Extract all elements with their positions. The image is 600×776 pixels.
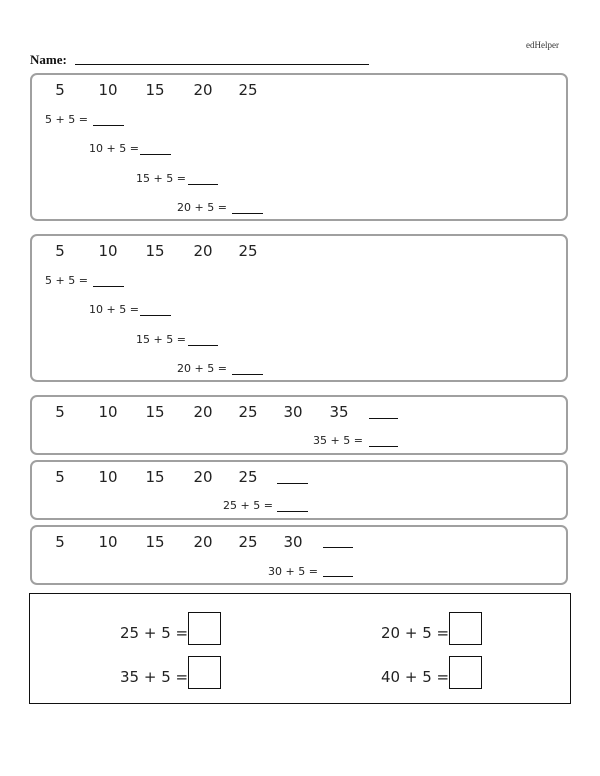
sequence-number: 25 [238, 533, 258, 551]
sequence-number: 10 [98, 242, 118, 260]
answer-blank[interactable] [140, 315, 171, 316]
answer-box[interactable] [188, 612, 221, 645]
name-input-line[interactable] [75, 64, 369, 65]
sequence-number: 25 [238, 242, 258, 260]
next-number-blank[interactable] [277, 483, 308, 484]
addition-problem: 35 + 5 = [120, 668, 189, 686]
answer-box[interactable] [188, 656, 221, 689]
sequence-number: 20 [193, 468, 213, 486]
brand-text: edHelper [526, 40, 559, 50]
answer-box[interactable] [449, 656, 482, 689]
sequence-number: 5 [55, 81, 65, 99]
sequence-number: 25 [238, 403, 258, 421]
addition-practice-box [29, 593, 571, 704]
equation-text: 5 + 5 = [45, 274, 88, 287]
equation-text: 15 + 5 = [136, 333, 186, 346]
answer-blank[interactable] [232, 213, 263, 214]
sequence-number: 20 [193, 533, 213, 551]
sequence-number: 10 [98, 403, 118, 421]
answer-blank[interactable] [277, 511, 308, 512]
sequence-number: 15 [145, 242, 165, 260]
skip-count-panel-1 [30, 73, 568, 221]
answer-blank[interactable] [369, 446, 398, 447]
answer-blank[interactable] [140, 154, 171, 155]
equation-text: 5 + 5 = [45, 113, 88, 126]
sequence-number: 5 [55, 403, 65, 421]
answer-blank[interactable] [93, 286, 124, 287]
sequence-number: 35 [329, 403, 349, 421]
addition-problem: 25 + 5 = [120, 624, 189, 642]
answer-box[interactable] [449, 612, 482, 645]
skip-count-panel-2 [30, 234, 568, 382]
name-label: Name: [30, 52, 67, 67]
equation-text: 20 + 5 = [177, 201, 227, 214]
equation-text: 35 + 5 = [313, 434, 363, 447]
sequence-number: 20 [193, 81, 213, 99]
sequence-number: 5 [55, 468, 65, 486]
skip-count-panel-4 [30, 460, 568, 520]
sequence-number: 15 [145, 468, 165, 486]
equation-text: 25 + 5 = [223, 499, 273, 512]
sequence-number: 10 [98, 81, 118, 99]
sequence-number: 30 [283, 533, 303, 551]
answer-blank[interactable] [188, 184, 218, 185]
sequence-number: 25 [238, 468, 258, 486]
next-number-blank[interactable] [323, 547, 353, 548]
sequence-number: 5 [55, 533, 65, 551]
sequence-number: 10 [98, 468, 118, 486]
sequence-number: 15 [145, 533, 165, 551]
equation-text: 30 + 5 = [268, 565, 318, 578]
answer-blank[interactable] [93, 125, 124, 126]
skip-count-panel-5 [30, 525, 568, 585]
sequence-number: 20 [193, 242, 213, 260]
skip-count-panel-3 [30, 395, 568, 455]
sequence-number: 25 [238, 81, 258, 99]
addition-problem: 20 + 5 = [381, 624, 450, 642]
equation-text: 10 + 5 = [89, 303, 139, 316]
sequence-number: 20 [193, 403, 213, 421]
next-number-blank[interactable] [369, 418, 398, 419]
equation-text: 15 + 5 = [136, 172, 186, 185]
answer-blank[interactable] [232, 374, 263, 375]
addition-problem: 40 + 5 = [381, 668, 450, 686]
equation-text: 20 + 5 = [177, 362, 227, 375]
sequence-number: 15 [145, 81, 165, 99]
sequence-number: 10 [98, 533, 118, 551]
answer-blank[interactable] [188, 345, 218, 346]
equation-text: 10 + 5 = [89, 142, 139, 155]
sequence-number: 5 [55, 242, 65, 260]
sequence-number: 30 [283, 403, 303, 421]
sequence-number: 15 [145, 403, 165, 421]
answer-blank[interactable] [323, 576, 353, 577]
